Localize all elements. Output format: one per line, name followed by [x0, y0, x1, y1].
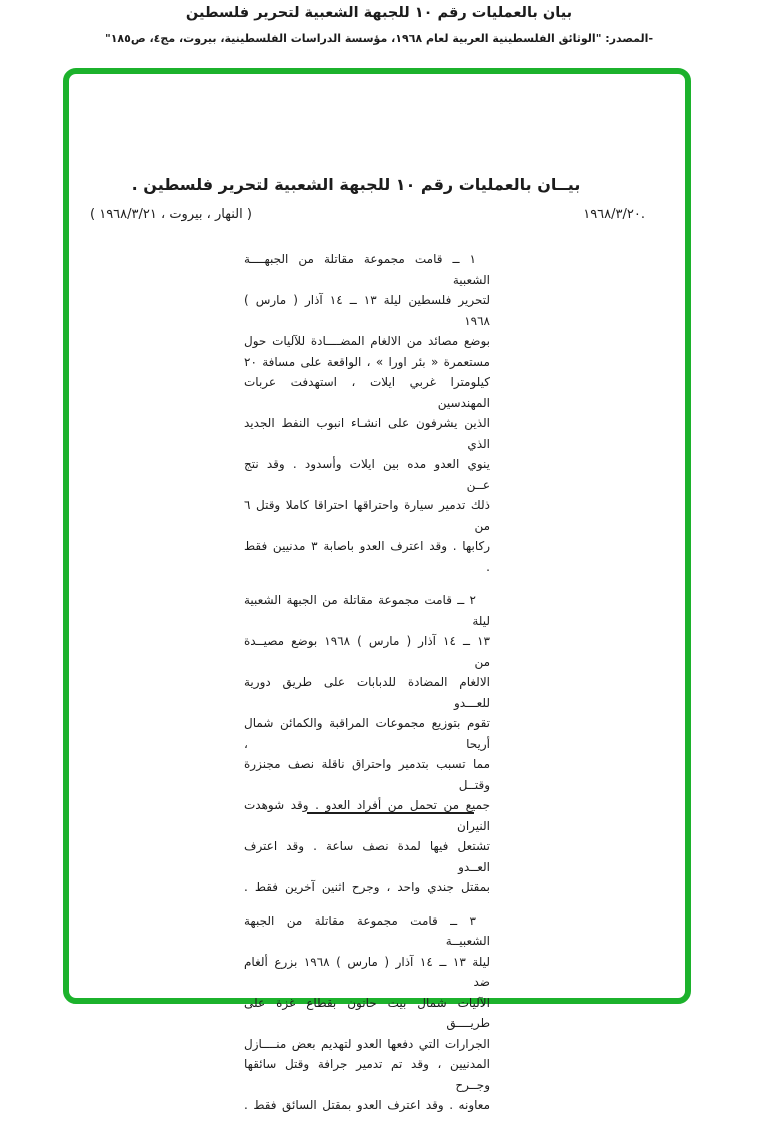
date-row [90, 207, 645, 222]
document-title: بيــان بالعمليات رقم ١٠ للجبهة الشعبية لتحرير فلسطين . [131, 175, 581, 194]
text-line: تشتعل فيها لمدة نصف ساعة . وقد اعترف العــدو [244, 839, 490, 874]
text-line: ٢ ــ قامت مجموعة مقاتلة من الجبهة الشعبية ليلة [244, 593, 490, 628]
text-line: لتحرير فلسطين ليلة ١٣ ــ ١٤ آذار ( مارس ) ١٩٦٨ [244, 293, 490, 328]
document-date: ١٩٦٨/٣/٢٠. [583, 207, 645, 222]
footer-divider [307, 812, 474, 814]
text-line: المدنيين ، وقد تم تدمير جرافة وقتل سائقها وجــرح [244, 1057, 490, 1092]
text-line: تقوم بتوزيع مجموعات المراقبة والكمائن شمال أريحا ، [244, 716, 490, 751]
operations-paragraph-2 [244, 590, 490, 898]
document-body [244, 249, 490, 1129]
page-header-title: بيان بالعمليات رقم ١٠ للجبهة الشعبية لتحرير فلسطين [185, 5, 573, 21]
text-line: الذين يشرفون على انشـاء انبوب النفط الجديد الذي [244, 416, 490, 451]
text-line: ٣ ــ قامت مجموعة مقاتلة من الجبهة الشعبيــة [244, 913, 490, 948]
text-line: ركابها . وقد اعترف العدو باصابة ٣ مدنيين فقط . [244, 539, 490, 574]
operations-paragraph-3 [244, 911, 490, 1116]
text-line: ينوي العدو مده بين ايلات وأسدود . وقد نتج عــن [244, 457, 490, 492]
text-line: ١٣ ــ ١٤ آذار ( مارس ) ١٩٦٨ بوضع مصيــدة من [244, 634, 490, 669]
publication-reference: ( النهار ، بيروت ، ١٩٦٨/٣/٢١ ) [90, 207, 252, 222]
text-line: مستعمرة « بئر اورا » ، الواقعة على مسافة ٢٠ [244, 354, 490, 369]
text-line: ليلة ١٣ ــ ١٤ آذار ( مارس ) ١٩٦٨ بزرع ألغام ضد [244, 954, 490, 989]
text-line: بمقتل جندي واحد ، وجرح اثنين آخرين فقط . [244, 880, 490, 894]
text-line: معاونه . وقد اعترف العدو بمقتل السائق فقط . [244, 1098, 490, 1112]
source-citation: -المصدر: "الوثائق الفلسطينية العربية لعام ١٩٦٨، مؤسسة الدراسات الفلسطينية، بيروت، مج٤، ص١٨٥" [104, 32, 654, 45]
text-line: مما تسبب بتدمير واحتراق ناقلة نصف مجنزرة وقتــل [244, 757, 490, 792]
text-line: بوضع مصائد من الالغام المضــــادة للآليات حول [244, 334, 490, 348]
text-line: الالغام المضادة للدبابات على طريق دورية للعـــدو [244, 675, 490, 710]
text-line: ذلك تدمير سيارة واحتراقها احتراقا كاملا وقتل ٦ من [244, 498, 490, 533]
text-line: كيلومترا غربي ايلات ، استهدفت عربات المهندسين [244, 375, 490, 410]
text-line: الآليات شمال بيت حانون بقطاع غزة على طريــــق [244, 995, 490, 1030]
text-line: الجرارات التي دفعها العدو لتهديم بعض منــــازل [244, 1036, 490, 1051]
text-line: جميع من تحمل من أفراد العدو . وقد شوهدت النيران [244, 798, 490, 833]
operations-paragraph-1 [244, 249, 490, 577]
text-line: ١ ــ قامت مجموعة مقاتلة من الجبهــــة الشعبية [244, 252, 490, 287]
